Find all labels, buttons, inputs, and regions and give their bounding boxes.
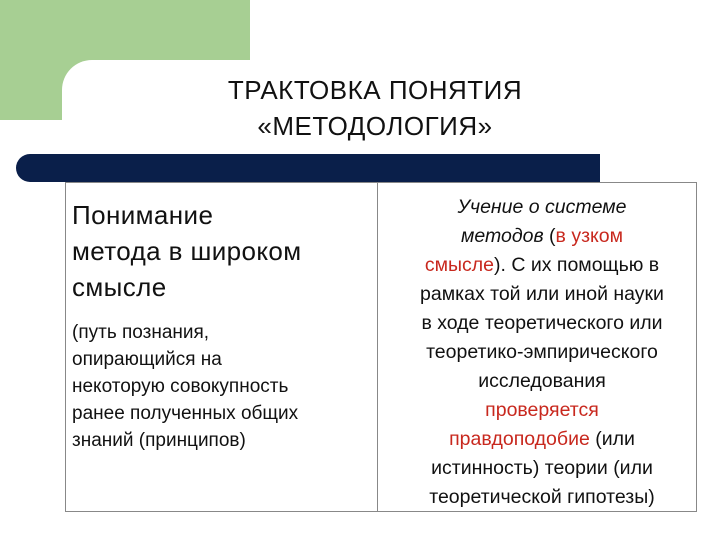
description-line: знаний (принципов) [72,430,246,451]
definition-table [65,182,697,512]
title-line-1: ТРАКТОВКА ПОНЯТИЯ [227,75,523,105]
text-fragment: ( [543,225,556,247]
heading-line: смысле [72,272,167,302]
text-fragment: методов [460,225,544,247]
highlight-fragment: правдоподобие [449,428,590,450]
slide-title [160,72,590,144]
highlight-fragment: в узком [555,225,624,247]
text-line [388,222,696,251]
heading-line: Понимание [72,200,214,230]
text-fragment: (или [589,428,635,450]
broad-meaning-description [72,319,377,454]
description-line: ранее полученных общих [72,403,299,424]
text-line: теоретико-эмпирического [426,341,658,363]
description-line: (путь познания, [72,322,210,343]
text-line: теоретической гипотезы) [429,486,655,508]
heading-line: метода в широком [72,236,302,266]
broad-meaning-heading [72,197,377,305]
text-line [388,193,696,222]
title-divider-bar [16,154,600,182]
text-line: исследования [478,370,606,392]
description-line: опирающийся на [72,349,222,370]
highlight-fragment: проверяется [485,399,599,421]
title-line-2: «МЕТОДОЛОГИЯ» [257,111,493,141]
text-line [388,251,696,280]
broad-meaning-cell [66,183,378,511]
narrow-meaning-text [388,193,696,512]
highlight-fragment: смысле [424,254,494,276]
text-line [388,396,696,425]
text-line: рамках той или иной науки [420,283,664,305]
text-line [388,425,696,454]
text-fragment: Учение о системе [457,196,627,218]
text-fragment: ). С их помощью в [494,254,660,276]
text-line: в ходе теоретического или [421,312,663,334]
description-line: некоторую совокупность [72,376,289,397]
text-line: истинность) теории (или [431,457,653,479]
narrow-meaning-cell [378,183,696,511]
